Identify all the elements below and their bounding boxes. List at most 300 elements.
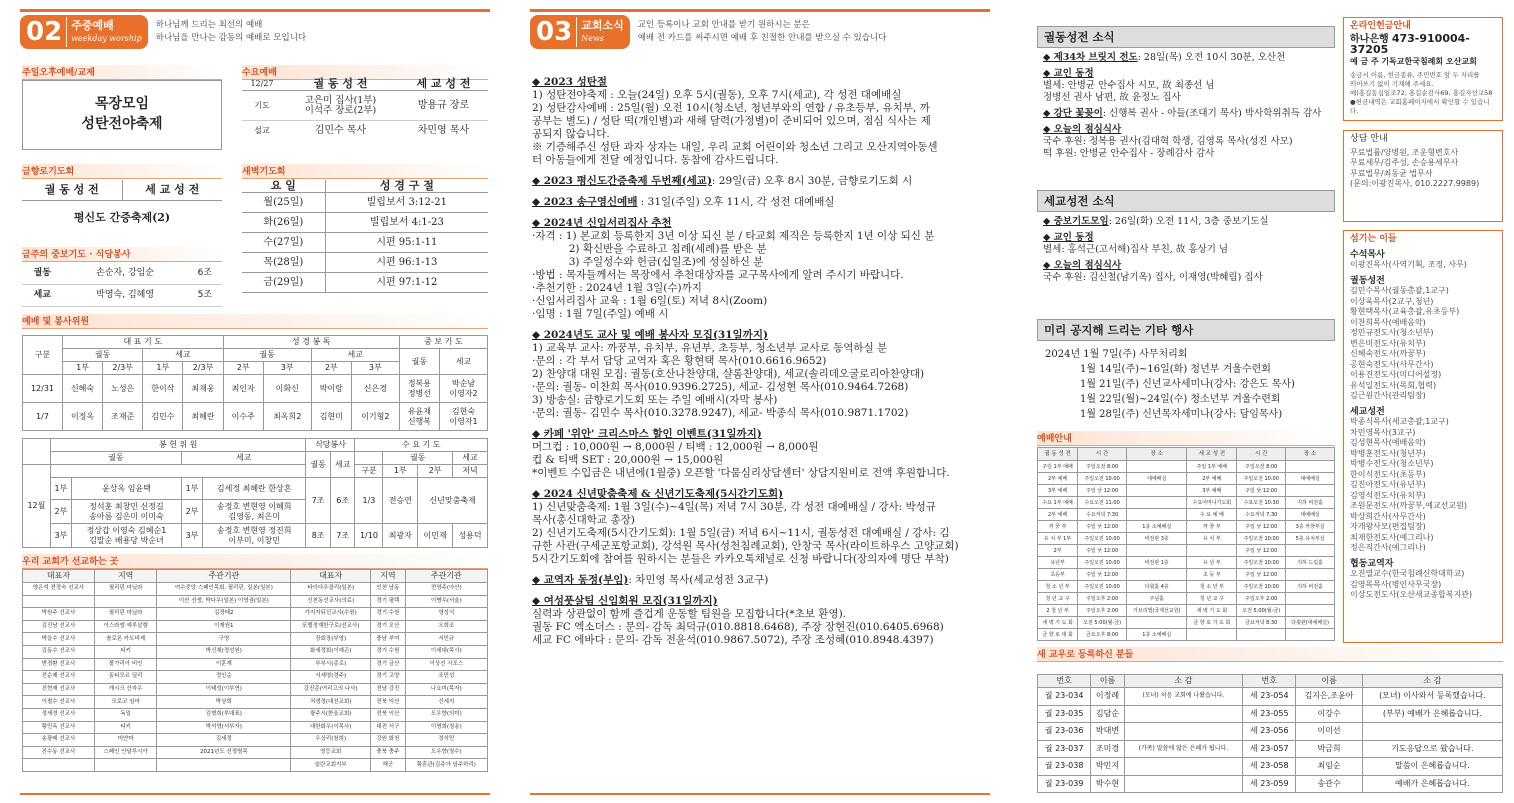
worship-cell: 3층 까꿍부실 (1286, 521, 1335, 533)
fav-cell: 김형희(부대표) (157, 708, 291, 721)
staff-member: 이광진목사(사역기획, 조정, 사무) (1350, 260, 1467, 269)
staff-group-title: 수석목사 (1350, 249, 1385, 260)
news-item-heading: ◆ 2023 성탄절 (532, 76, 608, 88)
news-line: 2) 성탄감사예배 : 25일(월) 오전 10시(청소년, 청년부와의 연합 / 유초등부, 유치부, 까 (532, 102, 930, 114)
news-item-heading: ◆ 교인 동정 (1043, 68, 1094, 79)
dawn-verse: 시편 96:1-13 (325, 253, 488, 273)
lunch-names: 손순자, 강임순 (63, 262, 188, 284)
svc2-table (22, 438, 488, 548)
fav-cell: 경기 오산 (371, 620, 405, 633)
news-item-heading: ◆ 2024년 신임서리집사 추천 (532, 217, 672, 229)
newcomer-msg: (가족) 말씀에 많은 은혜가 됩니다. (1124, 740, 1242, 758)
worship-cell: 주일오후 2:00 (1078, 593, 1127, 605)
worship-cell: 비전관 1층 (1127, 557, 1187, 569)
fav-cell: 이재원1 (157, 620, 291, 633)
worship-cell: 유 치 부 1부 (1038, 533, 1078, 545)
fav-cell (23, 759, 95, 772)
news-line: ·문의: 궐동- 김민수 목사(010.3278.9247), 세교- 박종식 목사(010.9871.1702) (532, 407, 909, 419)
svc-part: 2부 (311, 362, 351, 375)
svc2-cell: 3부 (50, 524, 71, 548)
news-item-title (532, 196, 992, 209)
svc-date: 1/7 (23, 403, 63, 431)
svc-table (22, 335, 488, 431)
schedule-line: 2024년 1월 7일(주) 사무처리회 (1045, 349, 1188, 360)
gw-news-title: 궐동성전 소식 (1037, 26, 1335, 48)
svc-person: 최인자 (223, 375, 263, 403)
svc-sg: 세교 (143, 349, 223, 362)
fav-cell: 박석영(서부자) (157, 721, 291, 734)
newcomer-name: 이정례 (1091, 688, 1124, 706)
worship-head: 세 교 성 전 (1187, 448, 1237, 461)
fav-cell: 여수중앙 스페인목회, 필리핀, 일본(일본) (157, 583, 291, 596)
staff-member: 정민규전도사(청소년부) (1350, 328, 1434, 337)
worship-cell: 수요오전 11:00 (1078, 497, 1127, 509)
fav-cell: 전순제 선교사 (23, 671, 95, 684)
staff-member: 최재한전도사(예그리나) (1350, 532, 1434, 542)
fav-cell: 나요미(목자) (405, 683, 487, 696)
worship-cell: 비전관 3층 (1127, 533, 1187, 545)
worship-cell: 금요오후 8:00 (1078, 629, 1127, 641)
worship-cell: 주일오전 10:00 (1078, 473, 1127, 485)
news-line: 1) 신년맞춤축제: 1월 3일(수)~4일(목) 저녁 7시 30분, 각 성전 대예배실 / 강사: 박성규 (532, 501, 936, 513)
news-item-detail: : 28일(목) 오전 10시 30분, 오산천 (1137, 52, 1286, 63)
svc2-kitchen: 식당봉사 (306, 439, 355, 452)
lunch-group: 6조 (188, 262, 222, 284)
worship-cell: 주님홀 (1127, 593, 1187, 605)
news-line: 5시간기도회에 참여를 원하시는 분들은 카카오톡채널로 신청 바랍니다(장의자에 명단 부착) (532, 553, 949, 565)
fav-cell: 이명희(청송) (405, 721, 487, 734)
fav-cell: 스페인 안달루시아 (94, 746, 157, 759)
newcomer-msg: (모녀) 이사와서 등록했습니다. (1362, 688, 1502, 706)
dawn-title: 새벽기도회 (242, 164, 488, 179)
staff-member: 박병수전도사(청소년부) (1350, 459, 1434, 468)
svc-person: 정복용 정병선 (399, 375, 439, 403)
dawn-table (242, 180, 488, 293)
worship-cell: 주일 1부 예배 (1187, 461, 1237, 473)
svc2-cell: 3부 (181, 524, 202, 548)
worship-cell: 금 향 로 대 회 (1038, 629, 1078, 641)
counsel-line: 무료법률/양병원, 조운형변호사 (1350, 147, 1459, 157)
svc-person: 신은경 (351, 375, 399, 403)
newcomer-msg (1124, 723, 1242, 741)
news-item-detail: : 26일(화) 오전 11시, 3층 중보기도실 (1108, 216, 1269, 227)
fav-cell: 2021년도 선정명목 (157, 746, 291, 759)
fav-cell (94, 595, 157, 608)
news-item-title (532, 488, 992, 501)
wed-r2-a: 김민수 목사 (282, 121, 399, 141)
fav-cell: 슬란교회지부 (291, 759, 371, 772)
fav-cell: 동티모르 딜리 (94, 671, 157, 684)
fav-cell: 캐시크 산자우 (94, 683, 157, 696)
fav-cell: 장회장(부영) (291, 633, 371, 646)
counsel-title: 상담 안내 (1350, 134, 1388, 144)
svc-person: 신혜숙 (62, 375, 102, 403)
news-item-heading: ◆ 교인 동정 (1043, 232, 1094, 243)
worship-cell: 주일오전 10:00 (1237, 473, 1286, 485)
news-line: 공되지 않습니다. (532, 128, 610, 140)
account-owner-label: 예 금 주 (1350, 56, 1379, 66)
newcomer-no: 세 23-058 (1243, 758, 1296, 776)
news-item-heading: ◆ 제34차 브릿지 전도 (1043, 52, 1138, 63)
worship-cell (1286, 569, 1335, 581)
staff-member: 박병훈전도사(청년부) (1350, 448, 1426, 458)
fav-head: 지역 (94, 570, 157, 583)
staff-member: 공현숙전도사(사무간사) (1350, 359, 1434, 369)
news-item-heading: ◆ 2023 송구영신예배 (532, 196, 638, 208)
news-line: 실력과 상관없이 함께 즐겁게 운동할 팀원을 모집합니다(*초보 환영). (532, 608, 847, 620)
lunch-title: 금주의 중보기도 · 식당봉사 (22, 247, 222, 262)
dawn-day: 화(26일) (242, 213, 325, 233)
news-item-heading: ◆ 중보기도모임 (1043, 216, 1109, 227)
svc2-cell: 1/3 (355, 478, 383, 524)
news-item-detail: : 차민영 목사(세교성전 3교구) (628, 574, 769, 586)
offering-note: 송금시 이름, 헌금종류, 주민번호 앞 두 자리를 (1350, 71, 1480, 79)
svc-person: 최옥희2 (263, 403, 311, 431)
fav-cell: 진수동 선교사 (23, 746, 95, 759)
worship-cell: 금 향 로 기 도 회 (1187, 617, 1237, 629)
svc2-sg: 세교 (330, 452, 355, 478)
fav-cell: 충북 충주 (371, 746, 405, 759)
news-item-detail: : 신행복 권사 - 아들(조대기 목사) 박사학위취득 감사 (1102, 108, 1322, 119)
fav-cell: 박을수 선교사 (23, 633, 95, 646)
svc-sg: 세교 (439, 349, 487, 375)
fav-cell: 송광배 선교사 (23, 734, 95, 747)
schedule-list (1045, 347, 1345, 422)
section-title-en: News (581, 34, 604, 43)
svc-part: 3부 (263, 362, 311, 375)
page-header (20, 15, 306, 49)
section-title-en: weekday worship (71, 34, 142, 43)
worship-cell: 주일오전 10:00 (1078, 581, 1127, 593)
worship-cell: 수 요 예 배 (1187, 509, 1237, 521)
newcomer-no: 세 23-056 (1243, 723, 1296, 741)
worship-cell: 청 년 교 구 (1038, 593, 1078, 605)
news-list (532, 68, 992, 647)
wed-h2: 세 교 성 전 (399, 78, 488, 91)
svc-date: 12/31 (23, 375, 63, 403)
svc2-cell: 이민재 (418, 524, 453, 548)
newcomer-no: 궐 23-036 (1038, 723, 1091, 741)
fri-title: 금향로기도회 (22, 164, 222, 179)
news-line: 규한 사관(구세군포항교회), 강석원 목사(성천침례교회), 안창국 목사(라이트하우스 고양교회) (532, 540, 959, 552)
page-weekday-worship (0, 0, 500, 803)
top-rule (20, 9, 490, 12)
worship-cell (1286, 545, 1335, 557)
newcomer-head: 번호 (1243, 675, 1296, 688)
svc-gw: 궐동 (223, 349, 311, 362)
svc2-cell: 윤상옥 임윤택 (71, 478, 181, 500)
svc2-cell: 정상갑 이영숙 김혜순1 김말순 배용당 박순녀 (71, 524, 181, 548)
counsel-box (1343, 130, 1503, 222)
wed-h1: 궐 동 성 전 (282, 78, 399, 91)
svc-sg: 세교 (311, 349, 399, 362)
news-item-heading: ◆ 2024 신년맞춤축제 & 신년기도축제(5시간기도회) (532, 488, 784, 500)
svc-person: 김현숙 이영자1 (439, 403, 487, 431)
counsel-line: 무료세무/김주성, 손승용세무사 (1350, 158, 1459, 167)
schedule-line: 1월 21일(주) 신년교사세미나(강사: 강은도 목사) (1045, 379, 1295, 390)
fav-cell: 정석민 (405, 734, 487, 747)
fav-cell: 황혼관(김쥬아 임주하리) (405, 759, 487, 772)
staff-member: 이찬희목사(예배음악) (1350, 317, 1426, 327)
worship-cell: 주일오후 2:00 (1237, 593, 1286, 605)
svc-person: 김현미 (311, 403, 351, 431)
news-item-title (1043, 216, 1343, 228)
fav-cell: 경기 고양 (371, 671, 405, 684)
worship-cell: 주일오전 8:00 (1237, 461, 1286, 473)
svc2-sg: 세교 (181, 452, 305, 465)
worship-table (1037, 447, 1335, 641)
worship-title: 예배안내 (1037, 431, 1335, 446)
fav-cell: 포멜정재한구로(선교사) (291, 620, 371, 633)
sunday-event-1: 목장모임 (94, 96, 150, 112)
news-line: ·신임서리집사 교육 : 1월 6일(토) 저녁 8시(Zoom) (532, 295, 768, 307)
worship-cell: 3부 예배 (1038, 485, 1078, 497)
fav-cell: 박원주 선교사 (23, 608, 95, 621)
wed-r1-a: 고은미 집사(1부) 이석주 장로(2부) (304, 94, 377, 116)
worship-cell: 지하 비전홀 (1286, 497, 1335, 509)
dawn-day: 금(29일) (242, 273, 325, 293)
staff-member: 차민영목사(3교구) (1350, 427, 1416, 437)
lunch-names: 박영숙, 김혜영 (63, 284, 188, 306)
counsel-line: (문의:이광진목사, 010.2227.9989) (1350, 179, 1480, 188)
lunch-group: 5조 (188, 284, 222, 306)
svc2-cell: 2부 (181, 500, 202, 524)
dawn-h2: 성 경 구 절 (325, 180, 488, 193)
svc-part: 2/3부 (103, 362, 143, 375)
fav-cell: 전북 익산 (371, 708, 405, 721)
news-line: ·문의 : 각 부서 담당 교역자 혹은 황현택 목사(010.6616.9652) (532, 355, 827, 367)
lunch-site: 세교 (22, 284, 63, 306)
worship-cell: 초 등 부 (1187, 569, 1237, 581)
newcomer-msg (1124, 758, 1242, 776)
news-item-title (1043, 68, 1343, 80)
news-line: *이벤트 수입금은 내년에(1월중) 오픈할 '다뭄심리상담센터' 상담지원비로 전액 후원합니다. (532, 467, 950, 479)
fav-cell: 이스라엘 예루살렘 (94, 620, 157, 633)
worship-cell (1127, 509, 1187, 521)
staff-member: 이상도전도사(오산새교종합복지관) (1350, 590, 1473, 599)
newcomer-name: 이강수 (1296, 705, 1362, 723)
svc2-offering: 봉 헌 위 원 (50, 439, 306, 452)
fav-cell: 도우향(의미) (405, 708, 487, 721)
fav-cell: 김정태2 (157, 608, 291, 621)
fav-cell: 김진남 선교사 (23, 620, 95, 633)
newcomer-name: 박수현 (1091, 775, 1124, 793)
fav-cell: 경기 수원 (371, 645, 405, 658)
svc-title: 예배 및 봉사위원 (22, 314, 488, 329)
news-item-title (532, 76, 992, 89)
fav-cell (157, 759, 291, 772)
svc2-cell: 6조 (330, 478, 355, 524)
bank-name: 하나은행 (1350, 33, 1389, 45)
page-news (520, 0, 990, 803)
newcomer-head: 소 감 (1362, 675, 1502, 688)
svc-part: 3부 (351, 362, 399, 375)
worship-cell: 유 치 부 (1187, 533, 1237, 545)
newcomer-name: 박민지 (1091, 758, 1124, 776)
staff-member: 박종식목사(세교총괄,1교구) (1350, 417, 1449, 426)
fri-event: 평신도 간증축제(2) (73, 211, 171, 224)
newcomer-name: 김담순 (1091, 705, 1124, 723)
fav-cell: 부부시(종로) (291, 658, 371, 671)
fri-h2: 세 교 성 전 (145, 183, 200, 196)
fav-cell: 모로코 임마 (94, 696, 157, 709)
worship-cell: 주일 1부 예배 (1038, 461, 1078, 473)
fav-cell: 조민성 (405, 671, 487, 684)
news-line: 2) 신년기도축제(5시간기도회): 1월 5일(금) 저녁 6시~11시, 궐동성전 대예배실 / 강사: 김 (532, 527, 950, 539)
svc2-part: 2부 (418, 465, 453, 478)
newcomer-msg: 기도응답으로 왔습니다. (1362, 740, 1502, 758)
news-line: 궐동 FC 엑소더스 : 문의- 감독 최덕규(010.8818.6468), 주장 장현진(010.6405.6968) (532, 621, 944, 633)
worship-cell: 까 꿍 부 (1038, 521, 1078, 533)
worship-cell: 오전 5:00(월-금) (1078, 617, 1127, 629)
staff-member: 김민수목사(궐동총괄,1교구) (1350, 286, 1449, 295)
worship-cell (1286, 593, 1335, 605)
dawn-verse: 빌립보서 4:1-23 (325, 213, 488, 233)
svc2-month-col (23, 439, 51, 465)
news-item-title (532, 595, 992, 608)
news-line: 머그컵 : 10,000원 → 8,000원 / 티백 : 12,000원 → 8,000원 (532, 441, 819, 453)
newcomer-name: 박대변 (1091, 723, 1124, 741)
news-item-detail: : 31일(주일) 오후 11시, 각 성전 대예배실 (637, 196, 835, 208)
staff-member: 이상욱목사(2교구,청년) (1350, 296, 1434, 306)
page-header (530, 15, 886, 49)
fav-cell: 김동수 선교사 (23, 645, 95, 658)
fav-cell: 이태성(이부연) (157, 683, 291, 696)
newcomer-name: 이미선 (1296, 723, 1362, 741)
news-line: 국수 후원: 정복용 권사(김대혁 학생, 김영록 목사(성진 사모) (1043, 136, 1293, 147)
fav-cell: 도우향(청수) (405, 746, 487, 759)
worship-cell: 지하 드림홀 (1286, 557, 1335, 569)
sunday-title: 주일오후예배/교제 (22, 65, 222, 80)
staff-group-title: 세교성전 (1350, 406, 1385, 417)
fav-cell: 필리핀 마닐라 (94, 583, 157, 596)
worship-cell (1187, 545, 1237, 557)
worship-cell (1127, 617, 1187, 629)
worship-cell: 2부 (1038, 545, 1078, 557)
offering-note: 예)홍길동십일조72, 홍길순감사69, 홍길자선교58 (1350, 89, 1493, 97)
bank-account: 473-910004-37205 (1350, 31, 1470, 56)
news-item-heading: ◆ 교역자 동정(부임) (532, 574, 629, 586)
fav-cell: 정세경 선교사 (23, 708, 95, 721)
svc2-cell: 1부 (50, 478, 71, 500)
staff-member: 이용진전도사(미디어설정) (1350, 370, 1442, 379)
news-line: 국수 후원: 김신철(남기옥) 집사, 이재영(박혜림) 집사 (1043, 272, 1263, 283)
account-owner: 기독교한국침례회 오산교회 (1381, 56, 1477, 66)
newcomer-msg (1124, 705, 1242, 723)
svc2-cell: 김세정 최혜란 한상흔 (203, 478, 306, 500)
wed-date: 12/27 (242, 78, 282, 91)
fav-cell: 몰가리아 비인 (94, 658, 157, 671)
fav-cell: 신천동선교사(의료) (291, 595, 371, 608)
fav-cell: 신세지 (405, 696, 487, 709)
fav-cell: 경기 수원 (371, 608, 405, 621)
wed-r1-b: 방용규 장로 (417, 99, 470, 111)
svc2-gw: 궐동 (306, 452, 331, 478)
svc2-cell: 1부 (181, 478, 202, 500)
fav-cell: 변경환 선교사 (23, 658, 95, 671)
news-line: 3) 방송실: 금향로기도회 또는 주일 예배시(자막 봉사) (532, 394, 778, 406)
worship-cell: 대예배실 (1127, 473, 1187, 485)
news-item-heading: ◆ 여성풋살팀 신임회원 모집(31일까지) (532, 595, 718, 607)
schedule-line: 1월 14일(주)~16일(화) 청년부 겨울수련회 (1045, 364, 1271, 375)
fav-cell (23, 595, 95, 608)
svc2-kind (355, 452, 383, 465)
bottom-rule (530, 793, 990, 795)
staff-member: 자개왕사모(편집팀장) (1350, 522, 1426, 531)
fav-cell: 처생정(대선교회) (291, 696, 371, 709)
svc2-cell: 신년맞춤축제 (418, 478, 488, 524)
svc-group-prayer: 대 표 기 도 (62, 336, 223, 349)
newcomer-head: 소 감 (1124, 675, 1242, 688)
fav-cell: 오희조 (405, 620, 487, 633)
news-item-title (532, 428, 992, 441)
svc-person: 이정옥 (62, 403, 102, 431)
worship-cell: 지하 비전홀 (1286, 581, 1335, 593)
worship-cell: 수요저녁 7:30 (1237, 509, 1286, 521)
newcomer-msg (1124, 775, 1242, 793)
news-item-heading: ◆ 오늘의 점심식사 (1043, 124, 1122, 135)
news-line: 3) 주일성수와 헌금(십일조)에 성실하신 분 (532, 256, 764, 268)
staff-group-title: 협동교역자 (1350, 558, 1394, 569)
svc-kind: 구분 (23, 336, 63, 375)
worship-cell: 주일오후 2:00 (1078, 605, 1127, 617)
worship-cell: 2부 예배 (1187, 473, 1237, 485)
fav-cell: 서세영(경주) (291, 671, 371, 684)
dawn-verse: 시편 97:1-12 (325, 273, 488, 293)
staff-member: 변은미전도사(유치부) (1350, 338, 1426, 348)
subtitle-line: 예배 전 카드를 써주시면 예배 후 친절한 안내를 받으실 수 있습니다 (637, 33, 887, 43)
fav-head: 지역 (371, 570, 405, 583)
svc2-sg: 세교 (453, 452, 488, 465)
staff-member: 김영석전도사(유치부) (1350, 490, 1426, 500)
svc2-gw: 궐동 (383, 452, 453, 465)
newcomer-name: 최임순 (1296, 758, 1362, 776)
worship-cell (1127, 497, 1187, 509)
svc2-cell: 1/10 (355, 524, 383, 548)
newcomer-head: 번호 (1038, 675, 1091, 688)
worship-head: 시 간 (1237, 448, 1286, 461)
news-line: 2) 확신반을 수료하고 침례(세례)를 받은 분 (532, 243, 767, 255)
worship-cell: 주일오전 10:00 (1078, 557, 1127, 569)
worship-cell: 오전 5:00(월-금) (1237, 605, 1286, 617)
lunch-table (22, 262, 222, 307)
sunday-event-2: 성탄전야축제 (81, 116, 163, 132)
worship-cell: 대예배실 (1286, 473, 1335, 485)
online-offering-title: 온라인헌금안내 (1350, 21, 1411, 31)
svc2-month: 12월 (23, 465, 51, 548)
fav-cell: 영등교회 (291, 746, 371, 759)
worship-cell: 2부 예배 (1038, 509, 1078, 521)
staff-member: 황현택목사(교육총괄,유초등부) (1350, 307, 1460, 316)
svc-group-reading: 성 경 봉 독 (223, 336, 399, 349)
wed-r2-label: 설교 (242, 121, 282, 141)
fav-head: 주관기관 (405, 570, 487, 583)
worship-cell: 주일 낮 12:00 (1078, 545, 1127, 557)
svc2-cell: 전승연 (383, 478, 418, 524)
staff-member: 김진아전도사(유년부) (1350, 480, 1426, 489)
worship-cell: 금요저녁 8:30 (1237, 617, 1286, 629)
sg-news-list (1043, 212, 1343, 284)
worship-cell: 청 소 년 부 (1038, 581, 1078, 593)
news-item-title (532, 329, 992, 342)
worship-cell: 주일 낮 12:00 (1237, 545, 1286, 557)
worship-cell: 다윗홀 4층 (1127, 581, 1187, 593)
schedule-line: 1월 28일(주) 신년목자세미나(강사: 담임목사) (1045, 409, 1283, 420)
worship-cell: 주일오전 10:00 (1237, 581, 1286, 593)
worship-cell: 주일 낮 12:00 (1237, 485, 1286, 497)
counsel-line: 무료법무/최동균 법무사 (1350, 168, 1433, 178)
svc-part: 2부 (223, 362, 263, 375)
